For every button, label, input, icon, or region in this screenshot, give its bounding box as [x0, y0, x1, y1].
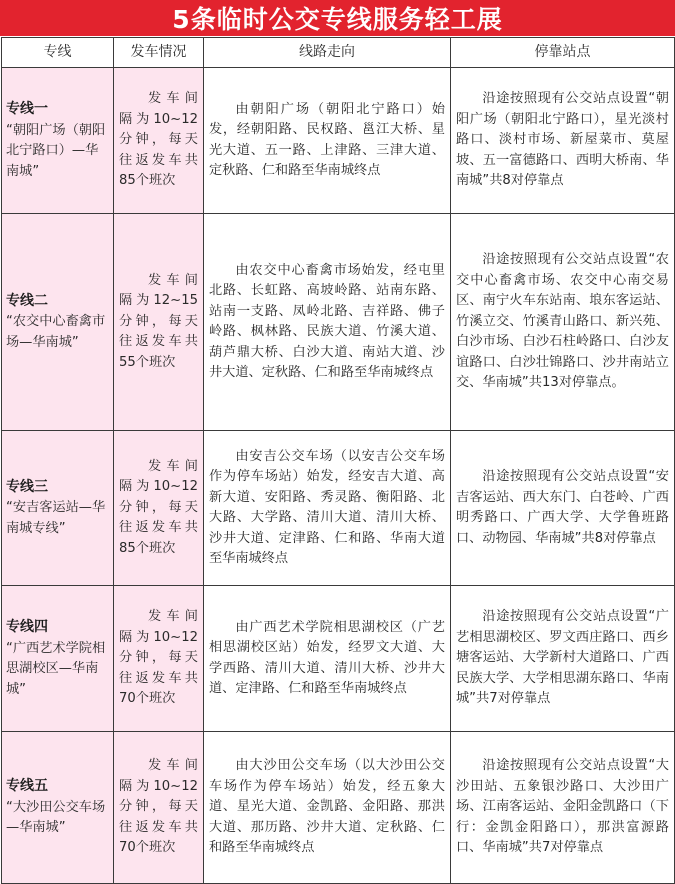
- line-description: “广西艺术学院相思湖校区—华南城”: [6, 640, 106, 697]
- stops-text: 沿途按照现有公交站点设置“农交中心畜禽市场、农交中心南交易区、南宁火车东站南、埌东客运站、竹溪立交、竹溪青山路口、新兴苑、白沙市场、白沙石柱岭路口、白沙友谊路口、白沙壮锦路口、沙井南站立交、华南城”共13对停靠点。: [456, 252, 669, 391]
- stops-cell: [451, 732, 675, 884]
- departure-cell: [114, 68, 204, 214]
- stops-cell: [451, 68, 675, 214]
- route-text: 由农交中心畜禽市场始发，经屯里北路、长虹路、高坡岭路、站南东路、站南一支路、凤岭北路、吉祥路、佛子岭路、枫林路、民族大道、竹溪大道、葫芦鼎大桥、白沙大道、南站大道、沙井大道、定秋路、仁和路至华南城终点: [209, 262, 445, 380]
- stops-cell: [451, 214, 675, 431]
- route-text: 由朝阳广场（朝阳北宁路口）始发，经朝阳路、民权路、邕江大桥、星光大道、五一路、上津路、三津大道、定秋路、仁和路至华南城终点: [209, 101, 445, 178]
- stops-text: 沿途按照现有公交站点设置“安吉客运站、西大东门、白苍岭、广西明秀路口、广西大学、大学鲁班路口、动物园、华南城”共8对停靠点: [456, 469, 669, 546]
- line-description: “安吉客运站—华南城专线”: [6, 500, 106, 536]
- line-name: 专线三: [6, 478, 48, 495]
- route-cell: [204, 68, 451, 214]
- line-name-cell: [2, 586, 114, 732]
- departure-cell: [114, 586, 204, 732]
- header-departure: 发车情况: [114, 38, 204, 68]
- line-name: 专线五: [6, 778, 48, 795]
- departure-cell: [114, 431, 204, 586]
- table-row: [2, 68, 675, 214]
- stops-cell: [451, 586, 675, 732]
- line-name: 专线一: [6, 101, 48, 117]
- line-name: 专线四: [6, 619, 48, 635]
- departure-text: 发车间隔为10~12分钟，每天往返发车共85个班次: [119, 91, 198, 189]
- stops-text: 沿途按照现有公交站点设置“朝阳广场（朝阳北宁路口），星光淡村路口、淡村市场、新屋菜市、莫屋坡、五一富德路口、西明大桥南、华南城”共8对停靠点: [456, 91, 669, 189]
- line-description: “朝阳广场（朝阳北宁路口）—华南城”: [6, 122, 106, 179]
- route-cell: [204, 586, 451, 732]
- header-stops: 停靠站点: [451, 38, 675, 68]
- stops-text: 沿途按照现有公交站点设置“广艺相思湖校区、罗文西庄路口、西乡塘客运站、大学新村大道路口、广西民族大学、大学相思湖东路口、华南城”共7对停靠点: [456, 609, 669, 707]
- table-row: [2, 732, 675, 884]
- table-row: [2, 214, 675, 431]
- route-text: 由安吉公交车场（以安吉公交车场作为停车场站）始发，经安吉大道、高新大道、安阳路、秀灵路、衡阳路、北大路、大学路、清川大道、清川大桥、沙井大道、定津路、仁和路、华南大道至华南城终点: [209, 448, 445, 566]
- route-cell: [204, 431, 451, 586]
- departure-text: 发车间隔为12~15分钟，每天往返发车共55个班次: [119, 272, 198, 370]
- route-text: 由广西艺术学院相思湖校区（广艺相思湖校区站）始发，经罗文大道、大学西路、清川大道、清川大桥、沙井大道、定津路、仁和路至华南城终点: [209, 619, 445, 696]
- line-name-cell: [2, 68, 114, 214]
- table-header-row: [2, 38, 675, 68]
- table-row: [2, 586, 675, 732]
- stops-text: 沿途按照现有公交站点设置“大沙田站、五象银沙路口、大沙田广场、江南客运站、金阳金凯路口（下行：金凯金阳路口），那洪富源路口、华南城”共7对停靠点: [456, 758, 669, 856]
- departure-text: 发车间隔为10~12分钟，每天往返发车共70个班次: [119, 609, 198, 707]
- line-name-cell: [2, 431, 114, 586]
- table-row: [2, 431, 675, 586]
- bus-lines-table: [1, 37, 675, 884]
- departure-text: 发车间隔为10~12分钟，每天往返发车共70个班次: [119, 758, 198, 856]
- line-name-cell: [2, 214, 114, 431]
- stops-cell: [451, 431, 675, 586]
- departure-text: 发车间隔为10~12分钟，每天往返发车共85个班次: [119, 458, 198, 556]
- header-route: 线路走向: [204, 38, 451, 68]
- page-title: 5条临时公交专线服务轻工展: [0, 0, 675, 36]
- line-description: “大沙田公交车场—华南城”: [6, 799, 106, 836]
- line-description: “农交中心畜禽市场—华南城”: [6, 314, 106, 350]
- header-line: 专线: [2, 38, 114, 68]
- route-text: 由大沙田公交车场（以大沙田公交车场作为停车场站）始发，经五象大道、星光大道、金凯路、金阳路、那洪大道、那历路、沙井大道、定秋路、仁和路至华南城终点: [209, 758, 445, 856]
- line-name: 专线二: [6, 292, 48, 309]
- departure-cell: [114, 732, 204, 884]
- route-cell: [204, 732, 451, 884]
- line-name-cell: [2, 732, 114, 884]
- departure-cell: [114, 214, 204, 431]
- route-cell: [204, 214, 451, 431]
